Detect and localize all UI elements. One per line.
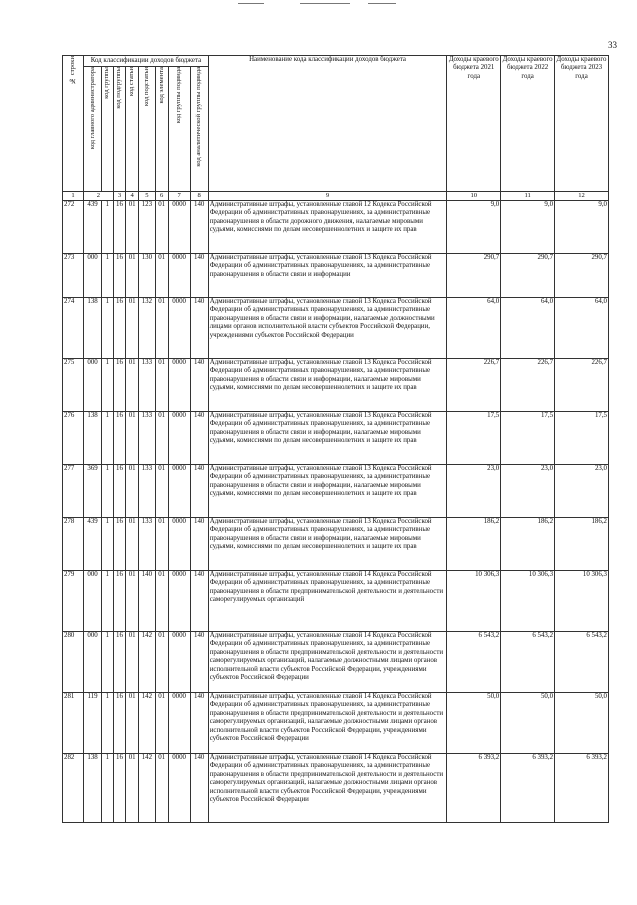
cell-2021: 10 306,3: [447, 571, 501, 632]
header-row-no: № строки: [63, 56, 84, 192]
cell-analytic: 140: [190, 571, 208, 632]
cell-analytic: 140: [190, 632, 208, 693]
cell-row-no: 277: [63, 465, 84, 518]
column-number-row: 1 2 3 4 5 6 7 8 9 10 11 12: [63, 192, 609, 201]
cell-subarticle: 123: [138, 201, 155, 254]
cell-admin: 439: [84, 518, 102, 571]
cell-subgroup: 16: [113, 632, 126, 693]
cell-group: 1: [102, 298, 114, 359]
header-code-element: код элемента: [155, 67, 168, 192]
header-name: Наименование кода классификации доходов бюджета: [208, 56, 447, 192]
table-row: [63, 298, 609, 359]
cell-analytic: 140: [190, 518, 208, 571]
cell-admin: 369: [84, 465, 102, 518]
cell-article: 01: [126, 465, 139, 518]
cell-admin: 000: [84, 632, 102, 693]
cell-article: 01: [126, 201, 139, 254]
cell-element: 01: [155, 571, 168, 632]
table-row: [63, 632, 609, 693]
header-year-2022: Доходы краевого бюджета 2022 года: [501, 56, 555, 192]
header-year-2023: Доходы краевого бюджета 2023 года: [555, 56, 609, 192]
cell-2023: 9,0: [555, 201, 609, 254]
cell-name: Административные штрафы, установленные главой 12 Кодекса Российской Федерации об административных правонарушениях, за административные правонарушения в области дорожного движения, налагаемые мировыми судьями, комиссиями по делам несовершеннолетних и защите их прав: [208, 201, 447, 254]
cell-row-no: 273: [63, 254, 84, 298]
cell-2021: 6 543,2: [447, 632, 501, 693]
cell-group: 1: [102, 359, 114, 412]
header-code-group: Код классификации доходов бюджета: [84, 56, 209, 67]
cell-subarticle: 132: [138, 298, 155, 359]
cell-analytic: 140: [190, 465, 208, 518]
cell-article: 01: [126, 298, 139, 359]
cell-admin: 439: [84, 201, 102, 254]
table-row: [63, 571, 609, 632]
table-row: [63, 359, 609, 412]
cell-2021: 6 393,2: [447, 754, 501, 823]
table-row: [63, 254, 609, 298]
cell-element: 01: [155, 201, 168, 254]
cell-element: 01: [155, 632, 168, 693]
cell-subarticle: 142: [138, 754, 155, 823]
cell-subarticle: 130: [138, 254, 155, 298]
cell-group: 1: [102, 571, 114, 632]
cell-2023: 10 306,3: [555, 571, 609, 632]
cell-element: 01: [155, 465, 168, 518]
header-code-group-col: код группы: [102, 67, 114, 192]
cell-2022: 10 306,3: [501, 571, 555, 632]
cell-name: Административные штрафы, установленные главой 13 Кодекса Российской Федерации об административных правонарушениях, за административные правонарушения в области связи и информации, налагаемые должностными лицами органов исполнительной власти субъектов Российской Федерации, учреждениями субъектов Российской Федерации: [208, 298, 447, 359]
cell-subgroup: 16: [113, 693, 126, 754]
cell-row-no: 274: [63, 298, 84, 359]
cell-analytic: 140: [190, 201, 208, 254]
cell-article: 01: [126, 632, 139, 693]
cell-element: 01: [155, 254, 168, 298]
cell-admin: 138: [84, 412, 102, 465]
cell-element: 01: [155, 693, 168, 754]
cell-element: 01: [155, 754, 168, 823]
table-row: [63, 754, 609, 823]
cell-row-no: 280: [63, 632, 84, 693]
cell-subtype: 0000: [168, 693, 190, 754]
cell-subtype: 0000: [168, 298, 190, 359]
cell-name: Административные штрафы, установленные главой 13 Кодекса Российской Федерации об административных правонарушениях, за административные правонарушения в области связи и информации, налагаемые мировыми судьями, комиссиями по делам несовершеннолетних и защите их прав: [208, 518, 447, 571]
cell-row-no: 275: [63, 359, 84, 412]
cell-subtype: 0000: [168, 754, 190, 823]
cell-2022: 17,5: [501, 412, 555, 465]
cell-article: 01: [126, 359, 139, 412]
cell-2021: 226,7: [447, 359, 501, 412]
table-row: [63, 201, 609, 254]
header-code-subarticle: код подстатьи: [138, 67, 155, 192]
cell-subgroup: 16: [113, 518, 126, 571]
cell-subgroup: 16: [113, 359, 126, 412]
cell-2022: 6 393,2: [501, 754, 555, 823]
cell-subgroup: 16: [113, 571, 126, 632]
scan-artifact-line: [238, 3, 264, 4]
cell-admin: 119: [84, 693, 102, 754]
cell-2022: 23,0: [501, 465, 555, 518]
cell-article: 01: [126, 754, 139, 823]
cell-subarticle: 142: [138, 693, 155, 754]
cell-group: 1: [102, 465, 114, 518]
cell-2023: 23,0: [555, 465, 609, 518]
cell-row-no: 278: [63, 518, 84, 571]
table-row: [63, 693, 609, 754]
cell-name: Административные штрафы, установленные главой 13 Кодекса Российской Федерации об административных правонарушениях, за административные правонарушения в области связи и информации, налагаемые мировыми судьями, комиссиями по делам несовершеннолетних и защите их прав: [208, 359, 447, 412]
cell-subgroup: 16: [113, 298, 126, 359]
cell-2022: 6 543,2: [501, 632, 555, 693]
cell-article: 01: [126, 571, 139, 632]
cell-article: 01: [126, 412, 139, 465]
cell-group: 1: [102, 754, 114, 823]
cell-2022: 64,0: [501, 298, 555, 359]
cell-subgroup: 16: [113, 254, 126, 298]
cell-name: Административные штрафы, установленные главой 14 Кодекса Российской Федерации об административных правонарушениях, за административные правонарушения в области предпринимательской деятельности и деятельности саморегулируемых организаций, налагаемые должностными лицами органов исполнительной власти субъектов Российской Федерации, учреждениями субъектов Российской Федерации: [208, 632, 447, 693]
cell-name: Административные штрафы, установленные главой 14 Кодекса Российской Федерации об административных правонарушениях, за административные правонарушения в области предпринимательской деятельности и деятельности саморегулируемых организаций, налагаемые должностными лицами органов исполнительной власти субъектов Российской Федерации, учреждениями субъектов Российской Федерации: [208, 693, 447, 754]
cell-subtype: 0000: [168, 571, 190, 632]
cell-group: 1: [102, 412, 114, 465]
cell-2022: 9,0: [501, 201, 555, 254]
header-code-article: код статьи: [126, 67, 139, 192]
cell-admin: 000: [84, 359, 102, 412]
cell-element: 01: [155, 298, 168, 359]
cell-analytic: 140: [190, 298, 208, 359]
cell-group: 1: [102, 632, 114, 693]
cell-2021: 23,0: [447, 465, 501, 518]
cell-article: 01: [126, 518, 139, 571]
cell-row-no: 281: [63, 693, 84, 754]
header-code-analytic: код аналитической группы подвида: [190, 67, 208, 192]
cell-subarticle: 133: [138, 412, 155, 465]
cell-article: 01: [126, 254, 139, 298]
cell-2022: 226,7: [501, 359, 555, 412]
cell-2023: 17,5: [555, 412, 609, 465]
cell-admin: 000: [84, 571, 102, 632]
cell-2021: 17,5: [447, 412, 501, 465]
cell-name: Административные штрафы, установленные главой 13 Кодекса Российской Федерации об административных правонарушениях, за административные правонарушения в области связи и информации, налагаемые мировыми судьями, комиссиями по делам несовершеннолетних и защите их прав: [208, 412, 447, 465]
cell-subgroup: 16: [113, 465, 126, 518]
scan-artifact-line: [368, 3, 396, 4]
table-row: [63, 465, 609, 518]
cell-group: 1: [102, 254, 114, 298]
table-row: [63, 518, 609, 571]
cell-name: Административные штрафы, установленные главой 14 Кодекса Российской Федерации об административных правонарушениях, за административные правонарушения в области предпринимательской деятельности и деятельности саморегулируемых организаций: [208, 571, 447, 632]
cell-element: 01: [155, 518, 168, 571]
cell-name: Административные штрафы, установленные главой 14 Кодекса Российской Федерации об административных правонарушениях, за административные правонарушения в области предпринимательской деятельности и деятельности саморегулируемых организаций, налагаемые должностными лицами органов исполнительной власти субъектов Российской Федерации, учреждениями субъектов Российской Федерации: [208, 754, 447, 823]
cell-2022: 50,0: [501, 693, 555, 754]
cell-2023: 186,2: [555, 518, 609, 571]
cell-2022: 290,7: [501, 254, 555, 298]
cell-2023: 50,0: [555, 693, 609, 754]
cell-group: 1: [102, 201, 114, 254]
cell-2023: 6 543,2: [555, 632, 609, 693]
cell-subarticle: 133: [138, 359, 155, 412]
cell-name: Административные штрафы, установленные главой 13 Кодекса Российской Федерации об административных правонарушениях, за административные правонарушения в области связи и информации: [208, 254, 447, 298]
cell-row-no: 279: [63, 571, 84, 632]
cell-2021: 9,0: [447, 201, 501, 254]
cell-2023: 226,7: [555, 359, 609, 412]
cell-admin: 138: [84, 754, 102, 823]
cell-subtype: 0000: [168, 201, 190, 254]
cell-analytic: 140: [190, 359, 208, 412]
cell-analytic: 140: [190, 693, 208, 754]
cell-row-no: 276: [63, 412, 84, 465]
cell-subtype: 0000: [168, 412, 190, 465]
header-year-2021: Доходы краевого бюджета 2021 года: [447, 56, 501, 192]
cell-group: 1: [102, 518, 114, 571]
cell-2023: 64,0: [555, 298, 609, 359]
cell-element: 01: [155, 359, 168, 412]
cell-analytic: 140: [190, 754, 208, 823]
cell-subgroup: 16: [113, 412, 126, 465]
cell-subtype: 0000: [168, 465, 190, 518]
cell-subarticle: 133: [138, 465, 155, 518]
cell-subgroup: 16: [113, 754, 126, 823]
revenue-table: [62, 55, 609, 823]
cell-admin: 000: [84, 254, 102, 298]
cell-2023: 6 393,2: [555, 754, 609, 823]
cell-2021: 290,7: [447, 254, 501, 298]
cell-2022: 186,2: [501, 518, 555, 571]
cell-2021: 50,0: [447, 693, 501, 754]
cell-subgroup: 16: [113, 201, 126, 254]
cell-article: 01: [126, 693, 139, 754]
cell-analytic: 140: [190, 412, 208, 465]
cell-subarticle: 142: [138, 632, 155, 693]
scan-artifact-line: [300, 3, 350, 4]
cell-subarticle: 140: [138, 571, 155, 632]
cell-2021: 186,2: [447, 518, 501, 571]
cell-element: 01: [155, 412, 168, 465]
cell-admin: 138: [84, 298, 102, 359]
cell-name: Административные штрафы, установленные главой 13 Кодекса Российской Федерации об административных правонарушениях, за административные правонарушения в области связи и информации, налагаемые мировыми судьями, комиссиями по делам несовершеннолетних и защите их прав: [208, 465, 447, 518]
page-number: 33: [608, 40, 617, 50]
cell-subtype: 0000: [168, 254, 190, 298]
cell-subtype: 0000: [168, 632, 190, 693]
cell-subtype: 0000: [168, 518, 190, 571]
table-row: [63, 412, 609, 465]
cell-subarticle: 133: [138, 518, 155, 571]
cell-2023: 290,7: [555, 254, 609, 298]
cell-subtype: 0000: [168, 359, 190, 412]
cell-row-no: 272: [63, 201, 84, 254]
header-code-admin: код главного администратора: [84, 67, 102, 192]
cell-analytic: 140: [190, 254, 208, 298]
header-code-subtype: код группы подвида: [168, 67, 190, 192]
cell-2021: 64,0: [447, 298, 501, 359]
cell-group: 1: [102, 693, 114, 754]
cell-row-no: 282: [63, 754, 84, 823]
header-code-subgroup: код подгруппы: [113, 67, 126, 192]
